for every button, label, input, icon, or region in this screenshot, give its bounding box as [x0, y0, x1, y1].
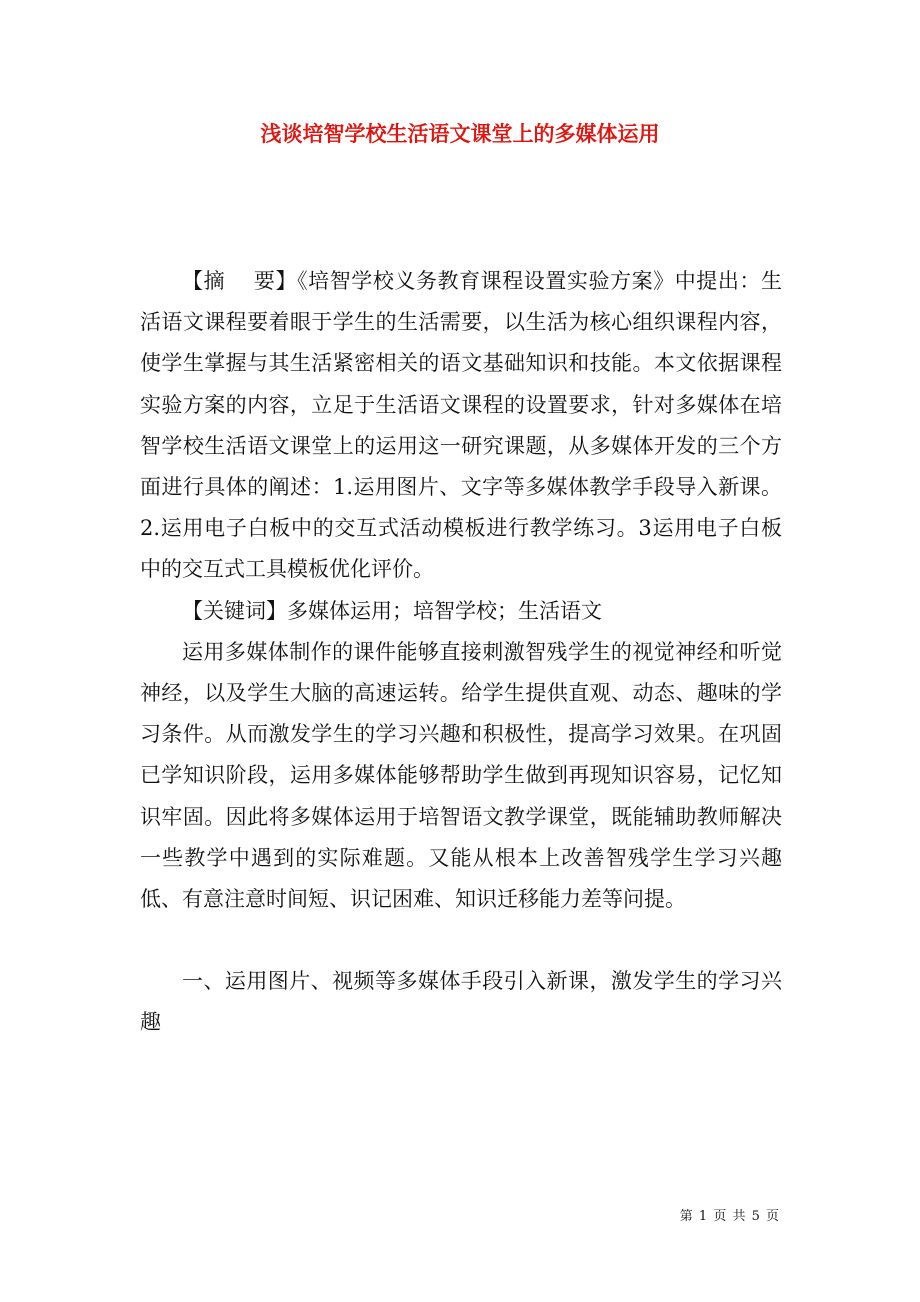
- abstract-label: 【摘 要】: [182, 269, 298, 293]
- section-heading: 一、运用图片、视频等多媒体手段引入新课，激发学生的学习兴趣: [140, 969, 782, 1035]
- abstract-text: 《培智学校义务教育课程设置实验方案》中提出：生活语文课程要着眼于学生的生活需要，以生活为核心组织课程内容，使学生掌握与其生活紧密相关的语文基础知识和技能。本文依据课程实验方案的内容，立足于生活语文课程的设置要求，针对多媒体在培智学校生活语文课堂上的运用这一研究课题，从多媒体开发的三个方面进行具体的阐述：1.运用图片、文字等多媒体教学手段导入新课。2.运用电子白板中的交互式活动模板进行教学练习。3运用电子白板中的交互式工具模板优化评价。: [140, 269, 783, 582]
- keywords-label: 【关键词】: [182, 598, 287, 623]
- document-body: [140, 261, 782, 1044]
- document-title: 浅谈培智学校生活语文课堂上的多媒体运用: [260, 121, 660, 146]
- body-paragraph: 运用多媒体制作的课件能够直接刺激智残学生的视觉神经和听觉神经，以及学生大脑的高速运转。给学生提供直观、动态、趣味的学习条件。从而激发学生的学习兴趣和积极性，提高学习效果。在巩固已学知识阶段，运用多媒体能够帮助学生做到再现知识容易，记忆知识牢固。因此将多媒体运用于培智语文教学课堂，既能辅助教师解决一些教学中遇到的实际难题。又能从根本上改善智残学生学习兴趣低、有意注意时间短、识记困难、知识迁移能力差等问提。: [140, 639, 782, 912]
- page-number: 第 1 页 共 5 页: [679, 1209, 780, 1224]
- keywords-paragraph: [140, 591, 782, 632]
- keywords-text: 多媒体运用；培智学校；生活语文: [287, 598, 602, 623]
- abstract-paragraph: [140, 261, 782, 591]
